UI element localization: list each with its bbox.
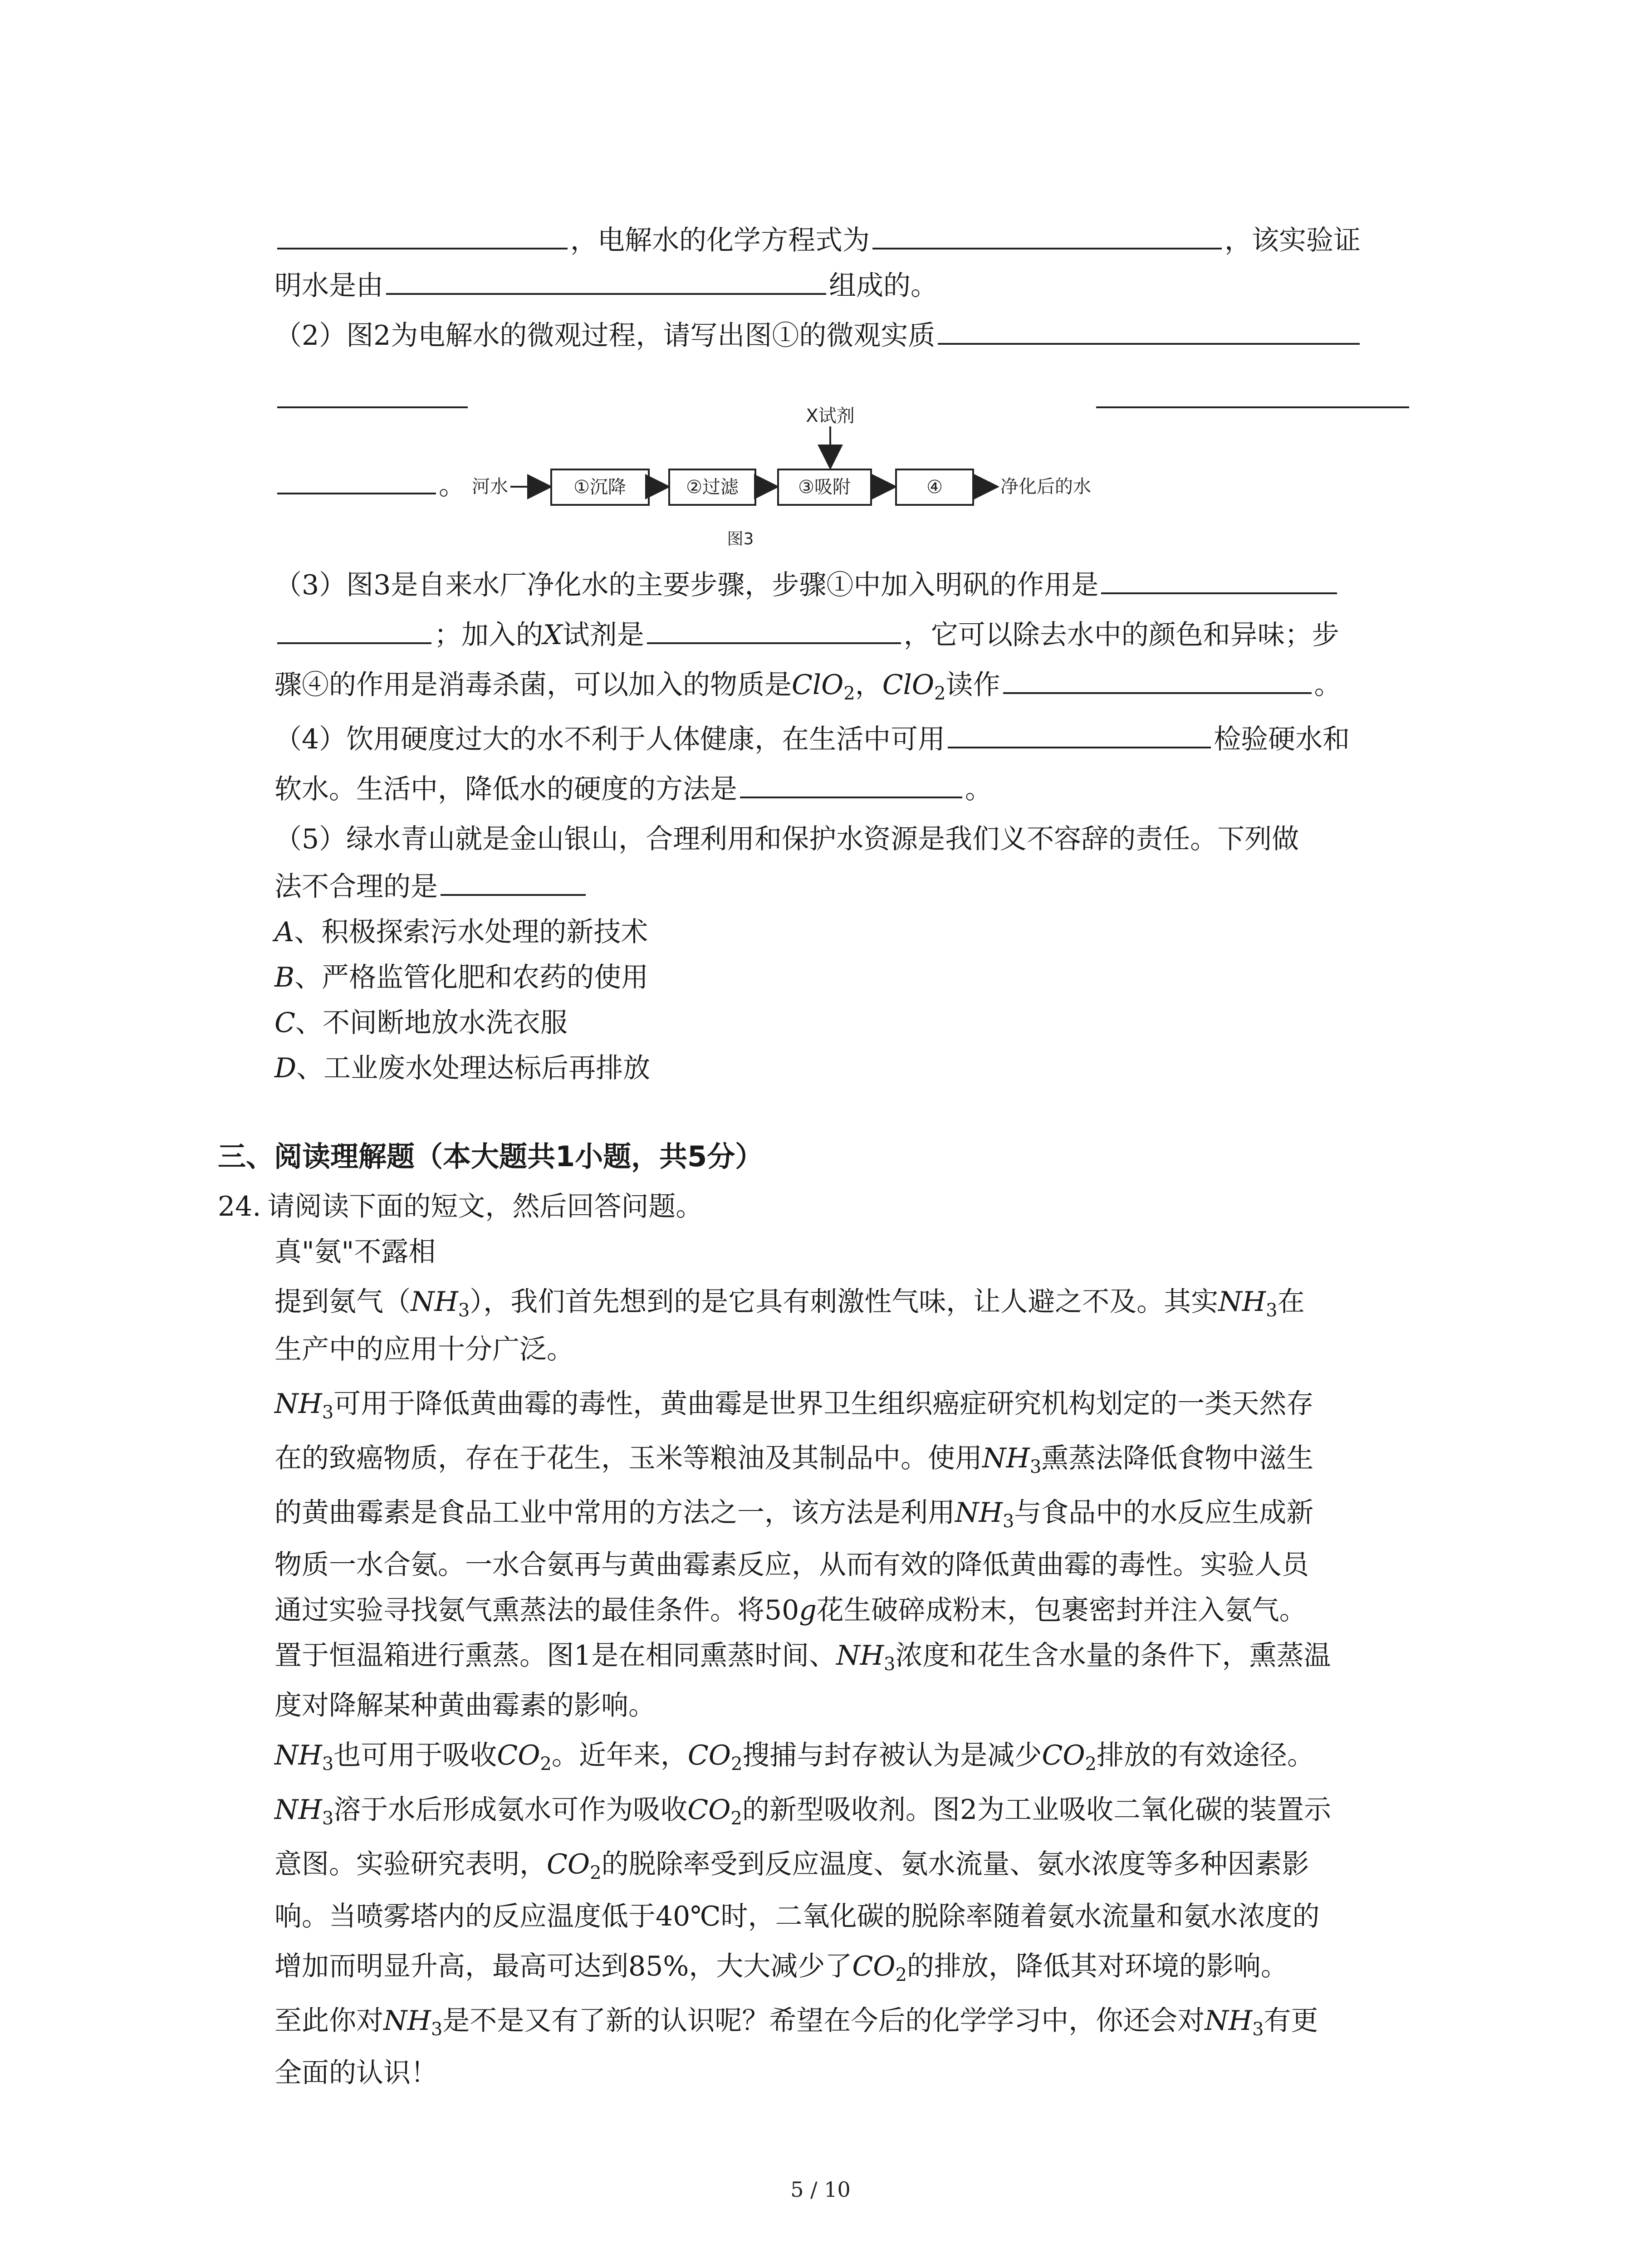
q23-part3-line-1 xyxy=(274,567,1340,603)
text: 有更 xyxy=(1264,2005,1318,2037)
text: NH xyxy=(1218,1286,1266,1318)
paragraph-line: 全面的认识！ xyxy=(274,2057,438,2089)
paragraph-line xyxy=(274,1440,1313,1485)
text: X xyxy=(543,619,563,651)
text: 增加而明显升高，最高可达到85%，大大减少了 xyxy=(274,1950,852,1982)
q23-part2-blank-a xyxy=(274,381,470,417)
text: 可用于降低黄曲霉的毒性，黄曲霉是世界卫生组织癌症研究机构划定的一类天然存 xyxy=(333,1388,1314,1420)
text: 置于恒温箱进行熏蒸。图1是在相同熏蒸时间、 xyxy=(274,1640,837,1672)
option-text: 、积极探索污水处理的新技术 xyxy=(294,916,648,948)
paragraph-line xyxy=(274,1495,1313,1540)
text: 搜捕与封存被认为是减少 xyxy=(742,1740,1042,1771)
text: CO xyxy=(687,1794,731,1826)
text: ClO xyxy=(882,669,935,701)
step-label-3: ③吸附 xyxy=(798,477,851,498)
text: （4）饮用硬度过大的水不利于人体健康，在生活中可用 xyxy=(274,723,945,755)
q23-part2 xyxy=(274,318,1362,354)
text: 检验硬水和 xyxy=(1214,723,1350,755)
text: CO xyxy=(852,1950,896,1982)
text: 至此你对 xyxy=(274,2005,383,2037)
q24-intro xyxy=(218,1188,703,1225)
step-label-2: ②过滤 xyxy=(686,477,739,498)
answer-blank[interactable] xyxy=(1003,667,1312,694)
text: CO xyxy=(1042,1740,1085,1771)
text: 3 xyxy=(322,1402,334,1423)
text: ，它可以除去水中的颜色和异味；步 xyxy=(903,619,1339,651)
text: NH xyxy=(1205,2005,1253,2037)
paragraph-line xyxy=(274,1792,1331,1837)
answer-blank[interactable] xyxy=(647,617,901,644)
text: （5）绿水青山就是金山银山，合理利用和保护水资源是我们义不容辞的责任。下列做 xyxy=(274,823,1299,855)
text: 试剂是 xyxy=(562,619,644,651)
answer-blank[interactable] xyxy=(277,222,568,249)
text: 读作 xyxy=(945,669,1000,701)
q23-line-2 xyxy=(274,268,938,304)
text: 3 xyxy=(884,1654,896,1675)
text: NH xyxy=(955,1497,1003,1529)
text: ；加入的 xyxy=(434,619,543,651)
text: 的新型吸收剂。图2为工业吸收二氧化碳的装置示 xyxy=(742,1794,1332,1826)
text: 3 xyxy=(1266,1300,1278,1321)
q23-part3-line-3 xyxy=(274,667,1342,712)
text: 通过实验寻找氨气熏蒸法的最佳条件。将50 xyxy=(274,1594,799,1626)
option-a[interactable] xyxy=(274,914,648,950)
text: 3 xyxy=(322,1754,334,1774)
paragraph-line xyxy=(274,1284,1305,1329)
text: 3 xyxy=(1252,2019,1264,2040)
text: 排放的有效途径。 xyxy=(1096,1740,1314,1771)
text: CO xyxy=(547,1848,590,1880)
text: 在的致癌物质，存在于花生，玉米等粮油及其制品中。使用 xyxy=(274,1442,982,1474)
text: 花生破碎成粉末，包裹密封并注入氨气。 xyxy=(816,1594,1307,1626)
paragraph-line xyxy=(274,1637,1331,1682)
text: ClO xyxy=(792,669,844,701)
paragraph-line xyxy=(274,1846,1309,1891)
paragraph-line xyxy=(274,1386,1313,1431)
paragraph-line xyxy=(274,1737,1314,1782)
text: g xyxy=(799,1594,817,1626)
text: NH xyxy=(274,1388,322,1420)
text: 。近年来， xyxy=(551,1740,688,1771)
answer-blank[interactable] xyxy=(277,617,431,644)
answer-blank[interactable] xyxy=(277,467,436,494)
text: ，该实验证 xyxy=(1225,225,1361,256)
text: 的黄曲霉素是食品工业中常用的方法之一，该方法是利用 xyxy=(274,1497,955,1529)
text: 法不合理的是 xyxy=(274,871,438,903)
text: 2 xyxy=(895,1965,907,1985)
text: 3 xyxy=(431,2019,443,2040)
answer-blank[interactable] xyxy=(441,869,586,896)
source-label: 河水 xyxy=(472,476,508,497)
text: （3）图3是自来水厂净化水的主要步骤，步骤①中加入明矾的作用是 xyxy=(274,569,1099,601)
text: 2 xyxy=(730,1754,743,1774)
q23-part4-line-2 xyxy=(274,771,992,807)
answer-blank[interactable] xyxy=(1101,567,1337,594)
q23-part2-blank-c xyxy=(274,467,466,503)
text: ），我们首先想到的是它具有刺激性气味，让人避之不及。其实 xyxy=(470,1286,1219,1318)
text: CO xyxy=(687,1740,731,1771)
text: 与食品中的水反应生成新 xyxy=(1014,1497,1314,1529)
text: 2 xyxy=(843,683,855,704)
option-b[interactable] xyxy=(274,959,648,996)
answer-blank[interactable] xyxy=(740,771,962,798)
paragraph-line: 度对降解某种黄曲霉素的影响。 xyxy=(274,1690,656,1721)
answer-blank[interactable] xyxy=(386,268,826,295)
text: 也可用于吸收 xyxy=(333,1740,497,1771)
text: 熏蒸法降低食物中滋生 xyxy=(1041,1442,1314,1474)
option-letter: D xyxy=(274,1052,297,1084)
q23-part5-line-1 xyxy=(274,821,1299,857)
step-label-1: ①沉降 xyxy=(573,477,626,498)
answer-blank[interactable] xyxy=(277,381,468,408)
text: 在 xyxy=(1277,1286,1305,1318)
q23-part4-line-1 xyxy=(274,721,1350,758)
text: NH xyxy=(274,1740,322,1771)
option-text: 、工业废水处理达标后再排放 xyxy=(296,1052,651,1084)
text: NH xyxy=(274,1794,322,1826)
text: ， xyxy=(855,669,882,701)
text: 意图。实验研究表明， xyxy=(274,1848,547,1880)
text: 是不是又有了新的认识呢？希望在今后的化学学习中，你还会对 xyxy=(442,2005,1205,2037)
text: 2 xyxy=(1085,1754,1097,1774)
text: 。 xyxy=(965,773,992,805)
paragraph-line: 物质一水合氨。一水合氨再与黄曲霉素反应，从而有效的降低黄曲霉的毒性。实验人员 xyxy=(274,1549,1309,1581)
option-d[interactable] xyxy=(274,1050,650,1086)
paragraph-line: 响。当喷雾塔内的反应温度低于40℃时，二氧化碳的脱除率随着氨水流量和氨水浓度的 xyxy=(274,1901,1320,1932)
text: 2 xyxy=(590,1862,602,1883)
q23-part3-line-2 xyxy=(274,617,1339,653)
option-letter: B xyxy=(274,962,295,993)
text: 组成的。 xyxy=(829,270,938,302)
text: 浓度和花生含水量的条件下，熏蒸温 xyxy=(895,1640,1331,1672)
option-letter: C xyxy=(274,1007,295,1039)
text: 溶于水后形成氨水可作为吸收 xyxy=(333,1794,688,1826)
text: 的排放，降低其对环境的影响。 xyxy=(906,1950,1288,1982)
text: 2 xyxy=(934,683,946,704)
option-letter: A xyxy=(274,916,294,948)
question-number: 24. xyxy=(218,1191,261,1222)
text: ，电解水的化学方程式为 xyxy=(570,225,870,256)
text: NH xyxy=(411,1286,458,1318)
article-title: 真"氨"不露相 xyxy=(274,1236,436,1268)
text: 提到氨气（ xyxy=(274,1286,411,1318)
text: NH xyxy=(982,1442,1030,1474)
text: 2 xyxy=(730,1808,742,1829)
text: 。 xyxy=(1314,669,1342,701)
text: 。 xyxy=(439,469,466,501)
text: 明水是由 xyxy=(274,270,383,302)
text: 3 xyxy=(1029,1457,1042,1477)
text: 3 xyxy=(458,1300,470,1321)
q23-line-1 xyxy=(274,222,1361,259)
section-heading: 三、阅读理解题（本大题共1小题，共5分） xyxy=(218,1140,764,1173)
result-label: 净化后的水 xyxy=(1000,476,1091,497)
text: 骤④的作用是消毒杀菌，可以加入的物质是 xyxy=(274,669,792,701)
paragraph-line: 生产中的应用十分广泛。 xyxy=(274,1334,574,1365)
answer-blank[interactable] xyxy=(1096,381,1409,408)
page-number: 5 / 10 xyxy=(790,2177,851,2202)
text: CO xyxy=(497,1740,540,1771)
text: （2）图2为电解水的微观过程，请写出图①的微观实质 xyxy=(274,320,936,352)
q23-part2-blank-b xyxy=(1093,381,1412,417)
reagent-label: X试剂 xyxy=(806,406,855,426)
figure-3-diagram xyxy=(463,399,1125,553)
paragraph-line xyxy=(274,1948,1288,1993)
option-c[interactable] xyxy=(274,1005,568,1041)
text: 3 xyxy=(1002,1511,1014,1532)
text: 请阅读下面的短文，然后回答问题。 xyxy=(267,1191,703,1222)
figure-caption: 图3 xyxy=(727,530,754,548)
text: NH xyxy=(836,1640,884,1672)
option-text: 、不间断地放水洗衣服 xyxy=(295,1007,568,1039)
text: 的脱除率受到反应温度、氨水流量、氨水浓度等多种因素影 xyxy=(601,1848,1309,1880)
paragraph-line xyxy=(274,1592,1307,1628)
text: 2 xyxy=(540,1754,552,1774)
text: 软水。生活中，降低水的硬度的方法是 xyxy=(274,773,737,805)
option-text: 、严格监管化肥和农药的使用 xyxy=(294,962,649,993)
text: NH xyxy=(383,2005,431,2037)
text: 3 xyxy=(322,1808,334,1829)
answer-blank[interactable] xyxy=(948,721,1211,748)
step-label-4: ④ xyxy=(926,477,943,498)
answer-blank[interactable] xyxy=(938,318,1360,345)
q23-part5-line-2 xyxy=(274,869,588,905)
paragraph-line xyxy=(274,2003,1318,2048)
answer-blank[interactable] xyxy=(872,222,1222,249)
